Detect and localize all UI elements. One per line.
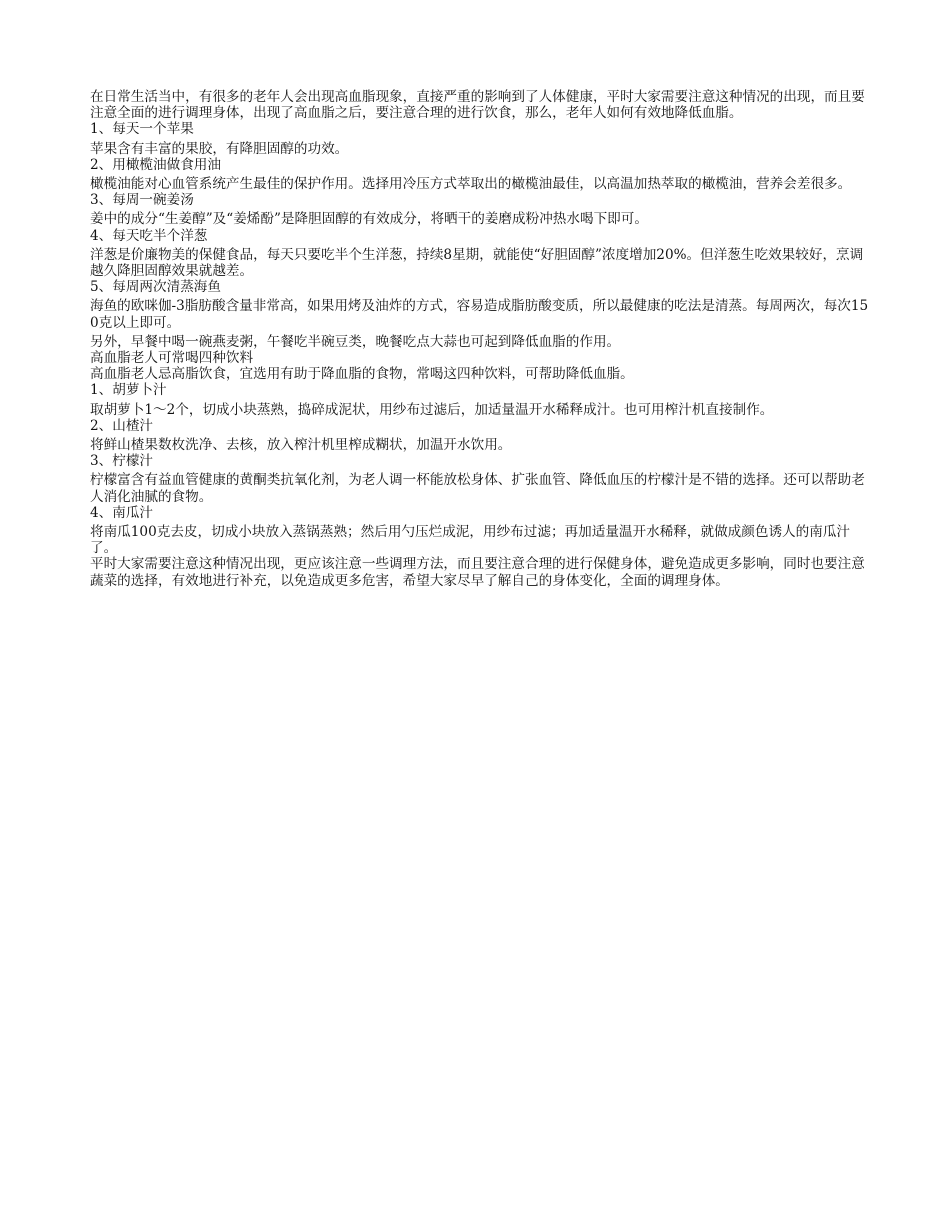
- section-heading-fish: 5、每周两次清蒸海鱼: [90, 279, 221, 296]
- drinks-intro-paragraph: 高血脂老人忌高脂饮食，宜选用有助于降血脂的食物，常喝这四种饮料，可帮助降低血脂。: [90, 366, 634, 383]
- drink-heading-hawthorn: 2、山楂汁: [90, 417, 154, 434]
- section-text-onion: 洋葱是价廉物美的保健食品，每天只要吃半个生洋葱，持续8星期，就能使“好胆固醇”浓度增加20%。但洋葱生吃效果较好，烹调越久降胆固醇效果就越差。: [90, 246, 864, 280]
- intro-paragraph: 在日常生活当中，有很多的老年人会出现高血脂现象，直接严重的影响到了人体健康，平时大家需要注意这种情况的出现，而且要注意全面的进行调理身体，出现了高血脂之后，要注意合理的进行饮食，那么，老年人如何有效地降低血脂。: [90, 89, 865, 122]
- drinks-heading: 高血脂老人可常喝四种饮料: [90, 350, 254, 367]
- drink-text-hawthorn: 将鲜山楂果数枚洗净、去核，放入榨汁机里榨成糊状，加温开水饮用。: [90, 437, 512, 454]
- drink-text-lemon: 柠檬富含有益血管健康的黄酮类抗氧化剂，为老人调一杯能放松身体、扩张血管、降低血压的柠檬汁是不错的选择。还可以帮助老人消化油腻的食物。: [90, 472, 865, 505]
- section-text-ginger-soup: 姜中的成分“生姜醇”及“姜烯酚”是降胆固醇的有效成分，将晒干的姜磨成粉冲热水喝下即可。: [90, 211, 648, 228]
- section-heading-apple: 1、每天一个苹果: [90, 121, 194, 138]
- section-heading-ginger-soup: 3、每周一碗姜汤: [90, 192, 194, 209]
- drink-text-carrot: 取胡萝卜1～2个，切成小块蒸熟，捣碎成泥状，用纱布过滤后，加适量温开水稀释成汁。也可用榨汁机直接制作。: [90, 401, 774, 418]
- section-text-olive-oil: 橄榄油能对心血管系统产生最佳的保护作用。选择用冷压方式萃取出的橄榄油最佳，以高温加热萃取的橄榄油，营养会差很多。: [90, 176, 852, 193]
- drink-heading-carrot: 1、胡萝卜汁: [90, 382, 167, 399]
- document-body: [90, 89, 870, 589]
- section-text-apple: 苹果含有丰富的果胶，有降胆固醇的功效。: [90, 140, 349, 157]
- drink-heading-pumpkin: 4、南瓜汁: [90, 504, 154, 521]
- section-text-fish: 海鱼的欧咪伽-3脂肪酸含量非常高，如果用烤及油炸的方式，容易造成脂肪酸变质，所以最健康的吃法是清蒸。每周两次，每次150克以上即可。: [90, 298, 869, 331]
- drink-text-pumpkin: 将南瓜100克去皮，切成小块放入蒸锅蒸熟；然后用勺压烂成泥，用纱布过滤；再加适量温开水稀释，就做成颜色诱人的南瓜汁了。: [90, 524, 851, 557]
- section-heading-olive-oil: 2、用橄榄油做食用油: [90, 156, 221, 173]
- conclusion-paragraph: 平时大家需要注意这种情况出现，更应该注意一些调理方法，而且要注意合理的进行保健身体，避免造成更多影响，同时也要注意蔬菜的选择，有效地进行补充，以免造成更多危害，希望大家尽早了解自己的身体变化，全面的调理身体。: [90, 556, 865, 589]
- section-heading-onion: 4、每天吃半个洋葱: [90, 227, 208, 244]
- drink-heading-lemon: 3、柠檬汁: [90, 453, 154, 470]
- extra-tips-paragraph: 另外，早餐中喝一碗燕麦粥，午餐吃半碗豆类，晚餐吃点大蒜也可起到降低血脂的作用。: [90, 333, 621, 350]
